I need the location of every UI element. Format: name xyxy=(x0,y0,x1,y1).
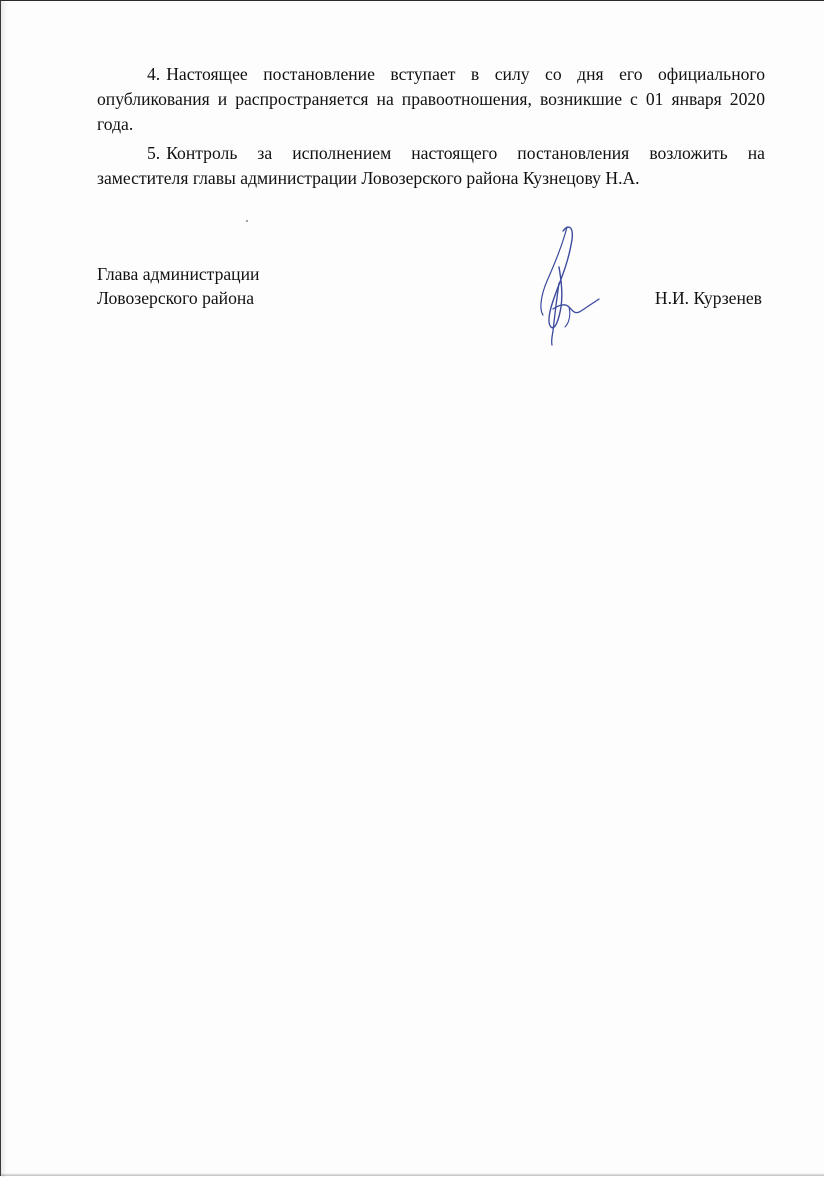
paragraph-5-text: Контроль за исполнением настоящего постановления возложить на заместителя главы администрации Ловозерского района Кузнецову Н.А. xyxy=(97,143,765,188)
document-body xyxy=(97,62,765,191)
paragraph-5-number: 5. xyxy=(147,143,161,163)
paragraph-5 xyxy=(97,141,765,191)
position-line-2: Ловозерского района xyxy=(97,288,255,308)
signatory-position xyxy=(97,262,259,310)
position-line-1: Глава администрации xyxy=(97,264,260,284)
paragraph-4-text: Настоящее постановление вступает в силу со дня его официального опубликования и распространяется на правоотношения, возникшие с 01 января 2020 года. xyxy=(97,64,765,134)
handwritten-signature xyxy=(525,223,605,347)
paragraph-4-number: 4. xyxy=(147,64,161,84)
paragraph-4 xyxy=(97,62,765,137)
scan-speck xyxy=(246,220,248,222)
scan-shadow-left xyxy=(1,1,7,1177)
signatory-name: Н.И. Курзенев xyxy=(654,288,762,308)
